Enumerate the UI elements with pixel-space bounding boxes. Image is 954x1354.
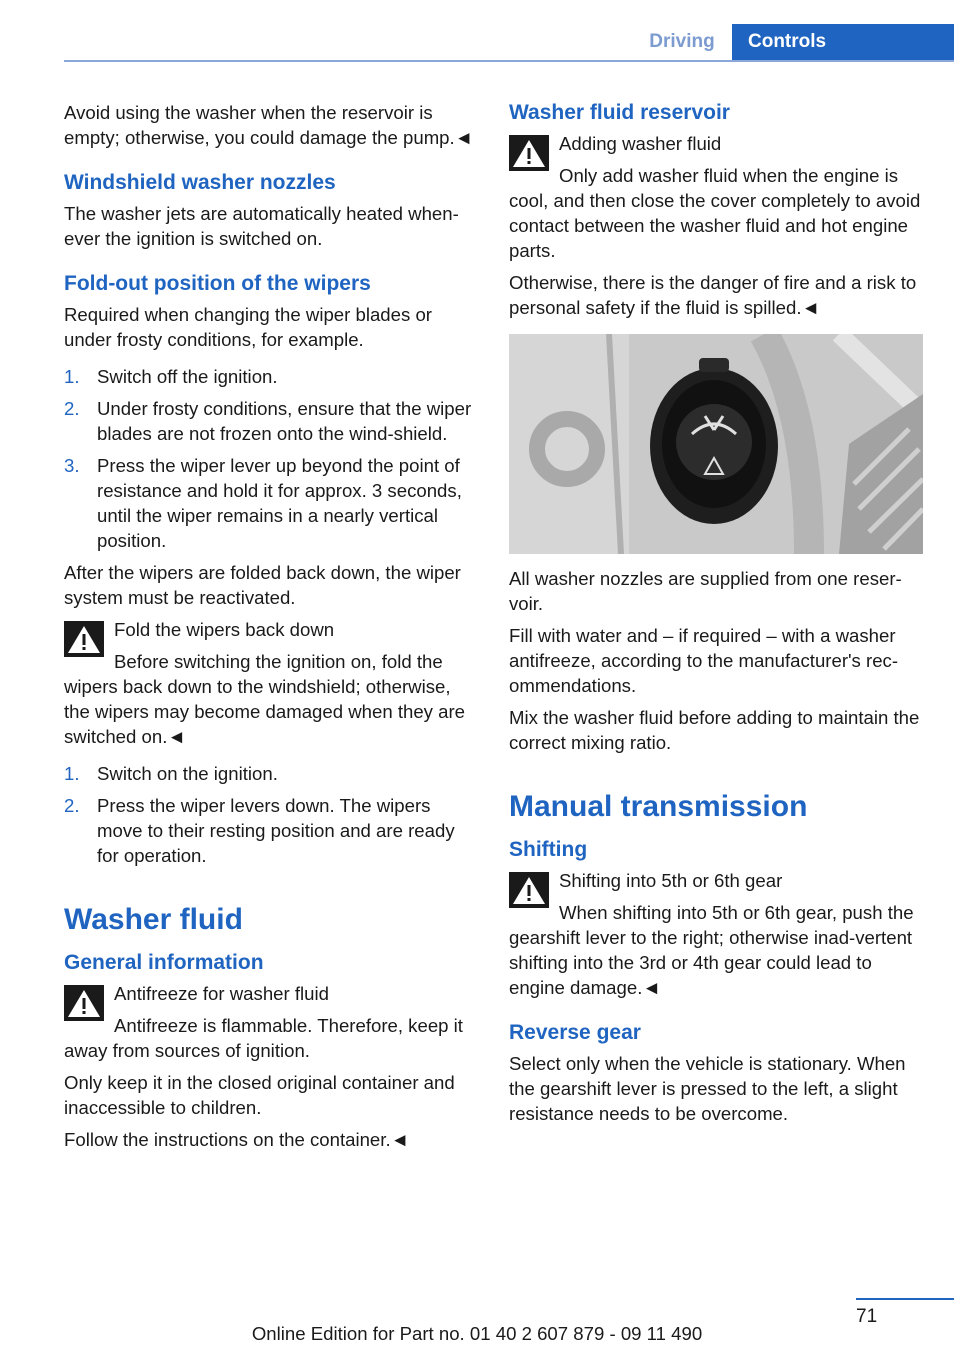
follow-paragraph: Follow the instructions on the container.◄ [64, 1129, 410, 1150]
manual-transmission-heading: Manual transmission [509, 790, 808, 823]
warning-triangle-icon [64, 985, 104, 1021]
list-item [64, 761, 478, 786]
right-column [509, 100, 923, 1133]
step-text: Press the wiper levers down. The wipers move to their resting position and are ready for operation. [97, 795, 455, 866]
warning-triangle-icon [64, 621, 104, 657]
step-number: 1. [64, 763, 80, 784]
warning-body: Before switching the ignition on, fold the wipers back down to the windshield; otherwise, the wipers may become damaged when they are switched on.◄ [64, 651, 466, 747]
step-text: Switch off the ignition. [97, 366, 278, 387]
warning-fold-wipers [64, 617, 478, 749]
step-text: Switch on the ignition. [97, 763, 278, 784]
foldout-heading: Fold-out position of the wipers [64, 272, 371, 295]
intro-paragraph: Avoid using the washer when the reservoir is empty; otherwise, you could damage the pump.◄ [64, 102, 474, 148]
warning-triangle-icon [509, 135, 549, 171]
nozzles-heading: Windshield washer nozzles [64, 171, 336, 194]
after-fold-paragraph: After the wipers are folded back down, the wiper system must be reactivated. [64, 562, 461, 608]
warning-body: Only add washer fluid when the engine is cool, and then close the cover completely to avoid contact between the washer fluid and hot engine parts. [509, 165, 921, 261]
list-item [64, 453, 478, 553]
reservoir-heading: Washer fluid reservoir [509, 101, 730, 124]
warning-antifreeze [64, 981, 478, 1063]
warning-body: Antifreeze is flammable. Therefore, keep it away from sources of ignition. [64, 1015, 463, 1061]
step-number: 2. [64, 795, 80, 816]
page-number-rule [856, 1298, 954, 1300]
general-info-heading: General information [64, 951, 264, 974]
fill-paragraph: Fill with water and – if required – with a washer antifreeze, according to the manufacturer's rec‐ommendations. [509, 625, 899, 696]
header-tab-driving: Driving [649, 31, 715, 52]
list-item [64, 793, 478, 868]
foldout-steps-list [64, 364, 478, 553]
warning-shifting [509, 868, 923, 1000]
shifting-heading: Shifting [509, 838, 588, 861]
list-item [64, 396, 478, 446]
warning-triangle-icon [509, 872, 549, 908]
warning-title: Shifting into 5th or 6th gear [559, 870, 783, 891]
list-item [64, 364, 478, 389]
warning-title: Adding washer fluid [559, 133, 722, 154]
step-number: 2. [64, 398, 80, 419]
reverse-paragraph: Select only when the vehicle is stationary. When the gearshift lever is pressed to the left, a slight resistance needs to be overcome. [509, 1053, 906, 1124]
warning-title: Antifreeze for washer fluid [114, 983, 329, 1004]
step-number: 1. [64, 366, 80, 387]
warning-body: When shifting into 5th or 6th gear, push the gearshift lever to the right; otherwise inad‐vertent shifting into the 3rd or 4th gear could lead to engine damage.◄ [509, 902, 914, 998]
left-column [64, 100, 478, 1159]
page-number: 71 [856, 1306, 878, 1327]
danger-paragraph: Otherwise, there is the danger of fire and a risk to personal safety if the fluid is spilled.◄ [509, 272, 917, 318]
foldout-paragraph: Required when changing the wiper blades or under frosty conditions, for example. [64, 304, 432, 350]
step-number: 3. [64, 455, 80, 476]
header-tab-controls: Controls [732, 24, 954, 62]
mix-paragraph: Mix the washer fluid before adding to maintain the correct mixing ratio. [509, 707, 920, 753]
step-text: Press the wiper lever up beyond the point of resistance and hold it for approx. 3 seconds, until the wiper remains in a nearly vertical position. [97, 455, 462, 551]
warning-adding-fluid [509, 131, 923, 263]
reverse-gear-heading: Reverse gear [509, 1021, 641, 1044]
reset-steps-list [64, 761, 478, 868]
keep-paragraph: Only keep it in the closed original container and inaccessible to children. [64, 1072, 455, 1118]
reservoir-cap-photo [509, 334, 923, 554]
supplied-paragraph: All washer nozzles are supplied from one reser‐voir. [509, 568, 902, 614]
header-rule [64, 60, 954, 62]
nozzles-paragraph: The washer jets are automatically heated when‐ever the ignition is switched on. [64, 203, 459, 249]
footer-text: Online Edition for Part no. 01 40 2 607 879 - 09 11 490 [251, 1323, 703, 1344]
washer-fluid-heading: Washer fluid [64, 903, 243, 936]
warning-title: Fold the wipers back down [114, 619, 335, 640]
step-text: Under frosty conditions, ensure that the wiper blades are not frozen onto the wind‐shield. [97, 398, 472, 444]
